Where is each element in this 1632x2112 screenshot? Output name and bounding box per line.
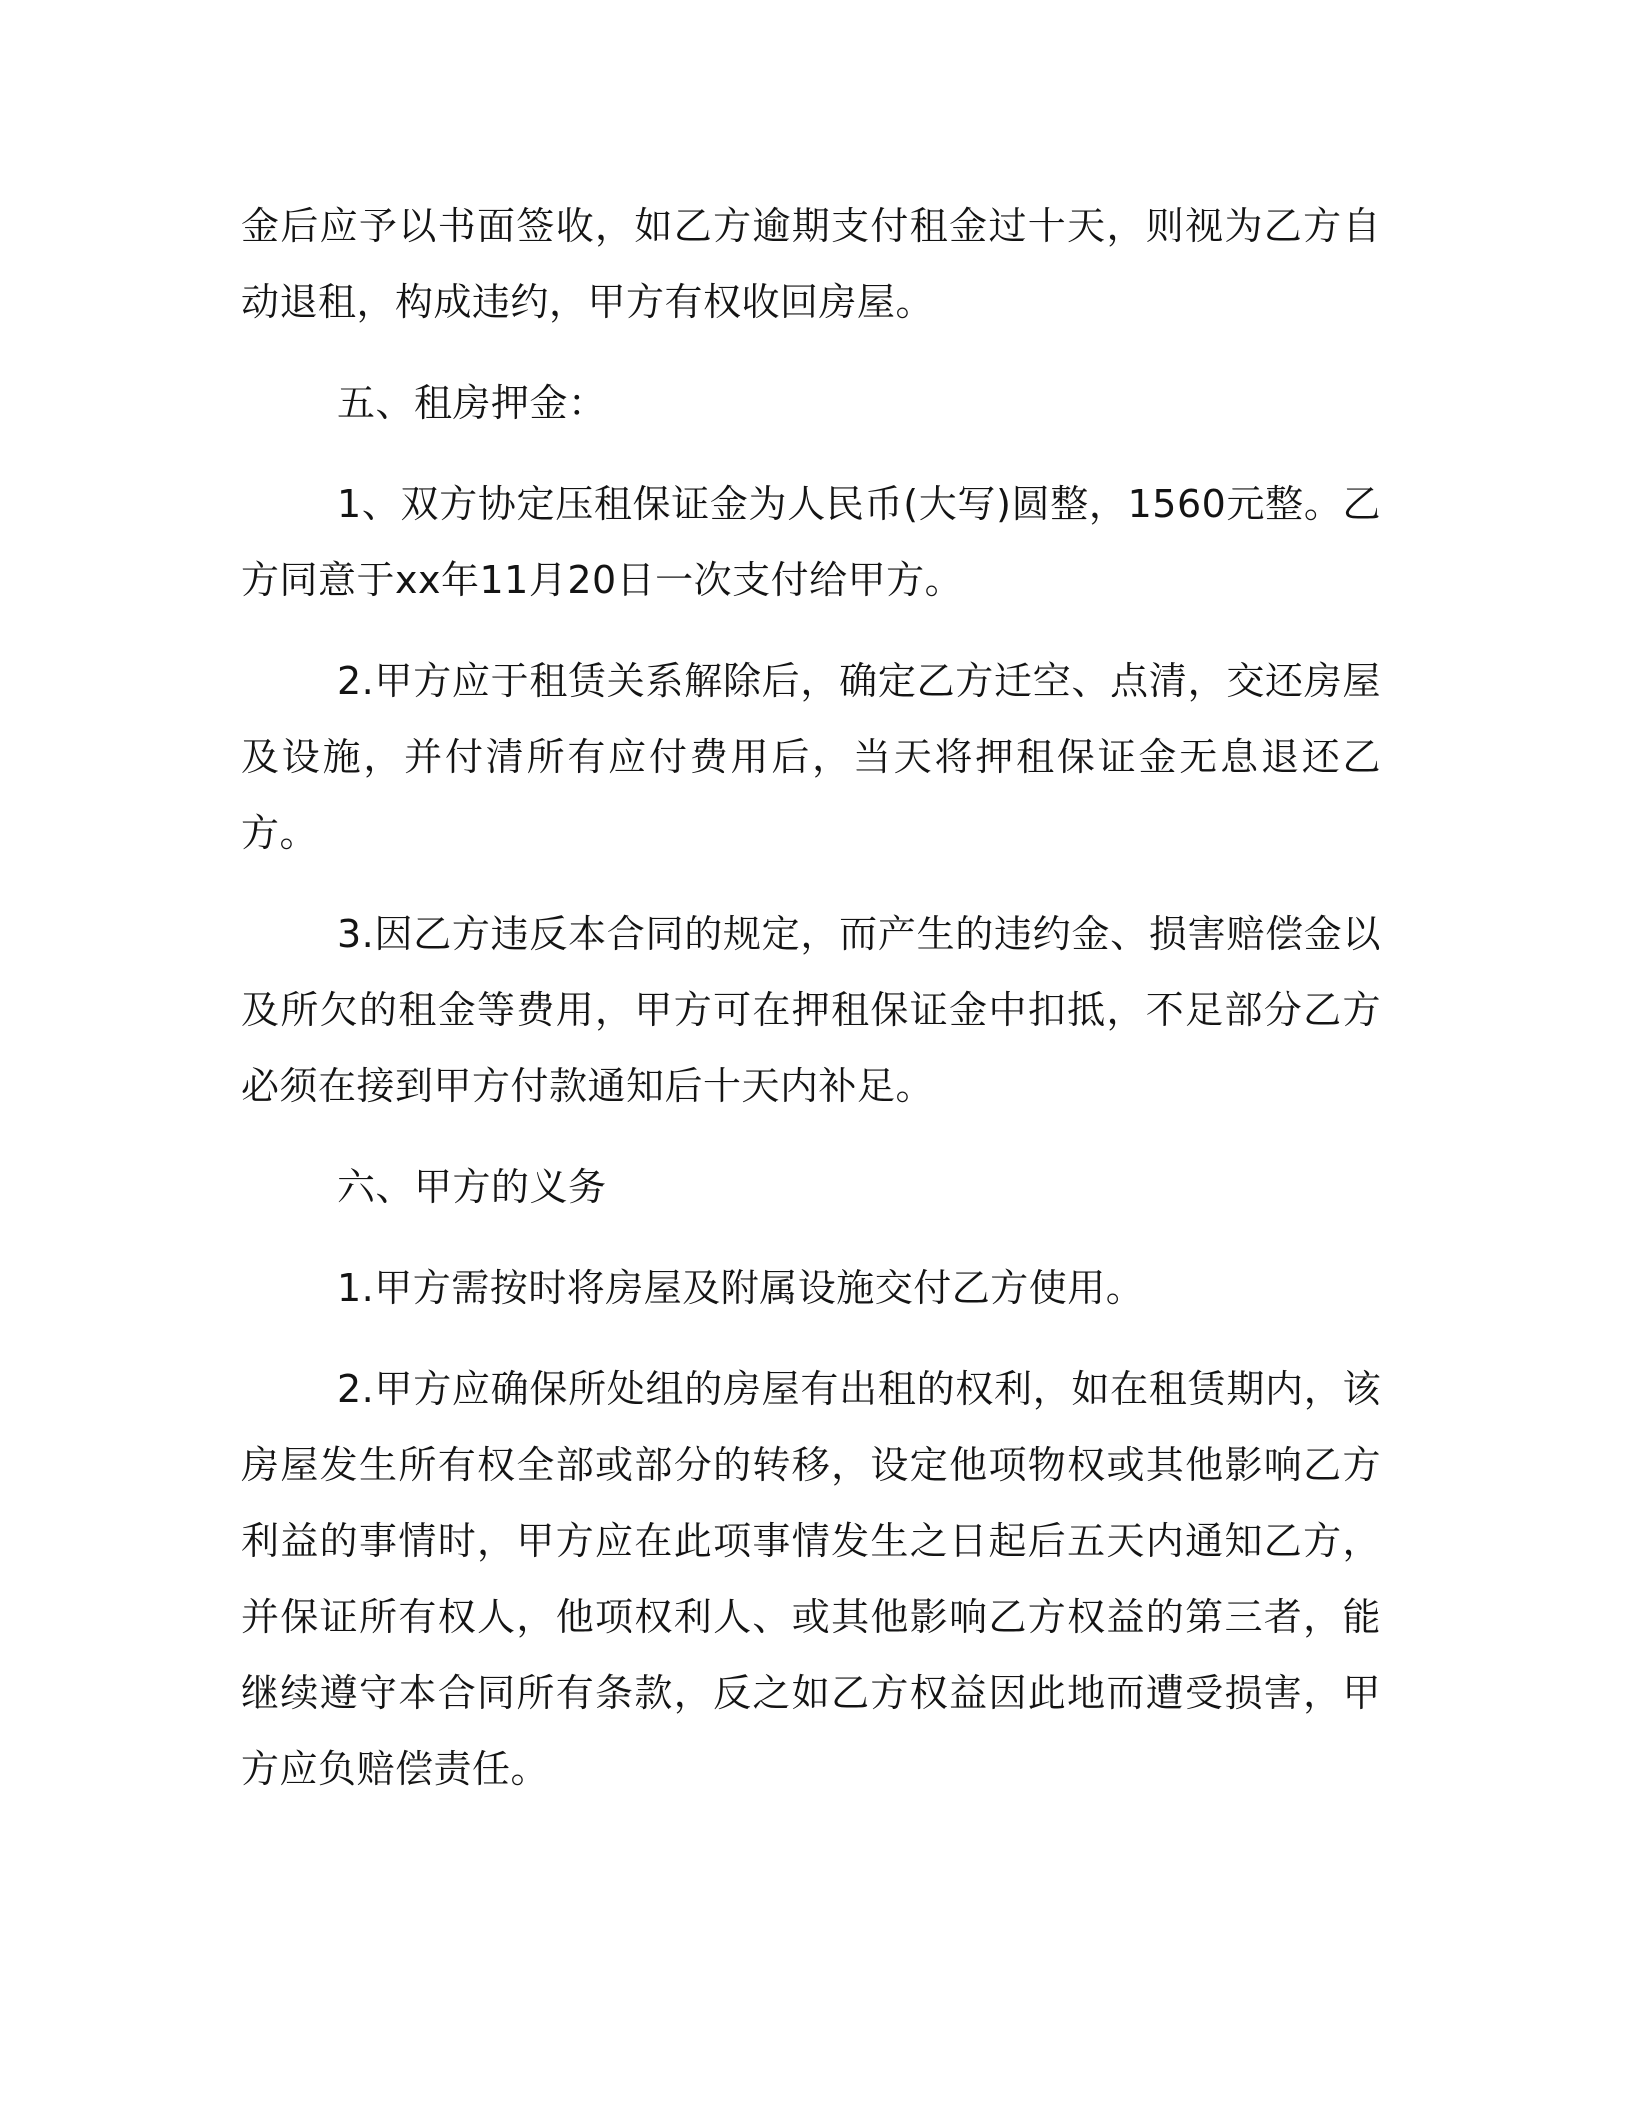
paragraph-obligation-delivery: 1.甲方需按时将房屋及附属设施交付乙方使用。 bbox=[337, 1266, 1145, 1310]
paragraph-rent-payment-continued: 金后应予以书面签收，如乙方逾期支付租金过十天，则视为乙方自动退租，构成违约，甲方有权收回房屋。 bbox=[241, 204, 1381, 324]
document-body bbox=[241, 188, 1381, 1832]
paragraph-deposit-amount: 1、双方协定压租保证金为人民币(大写)圆整，1560元整。乙方同意于xx年11月20日一次支付给甲方。 bbox=[241, 482, 1381, 602]
section-heading-deposit: 五、租房押金： bbox=[337, 381, 607, 425]
paragraph-deposit-deduction: 3.因乙方违反本合同的规定，而产生的违约金、损害赔偿金以及所欠的租金等费用，甲方可在押租保证金中扣抵，不足部分乙方必须在接到甲方付款通知后十天内补足。 bbox=[241, 912, 1381, 1108]
section-heading-party-a-obligations: 六、甲方的义务 bbox=[337, 1165, 607, 1209]
paragraph-deposit-refund: 2.甲方应于租赁关系解除后，确定乙方迁空、点清，交还房屋及设施，并付清所有应付费用后，当天将押租保证金无息退还乙方。 bbox=[241, 659, 1381, 855]
paragraph-obligation-rights: 2.甲方应确保所处组的房屋有出租的权利，如在租赁期内，该房屋发生所有权全部或部分的转移，设定他项物权或其他影响乙方利益的事情时，甲方应在此项事情发生之日起后五天内通知乙方，并保证所有权人，他项权利人、或其他影响乙方权益的第三者，能继续遵守本合同所有条款，反之如乙方权益因此地而遭受损害，甲方应负赔偿责任。 bbox=[241, 1367, 1381, 1791]
